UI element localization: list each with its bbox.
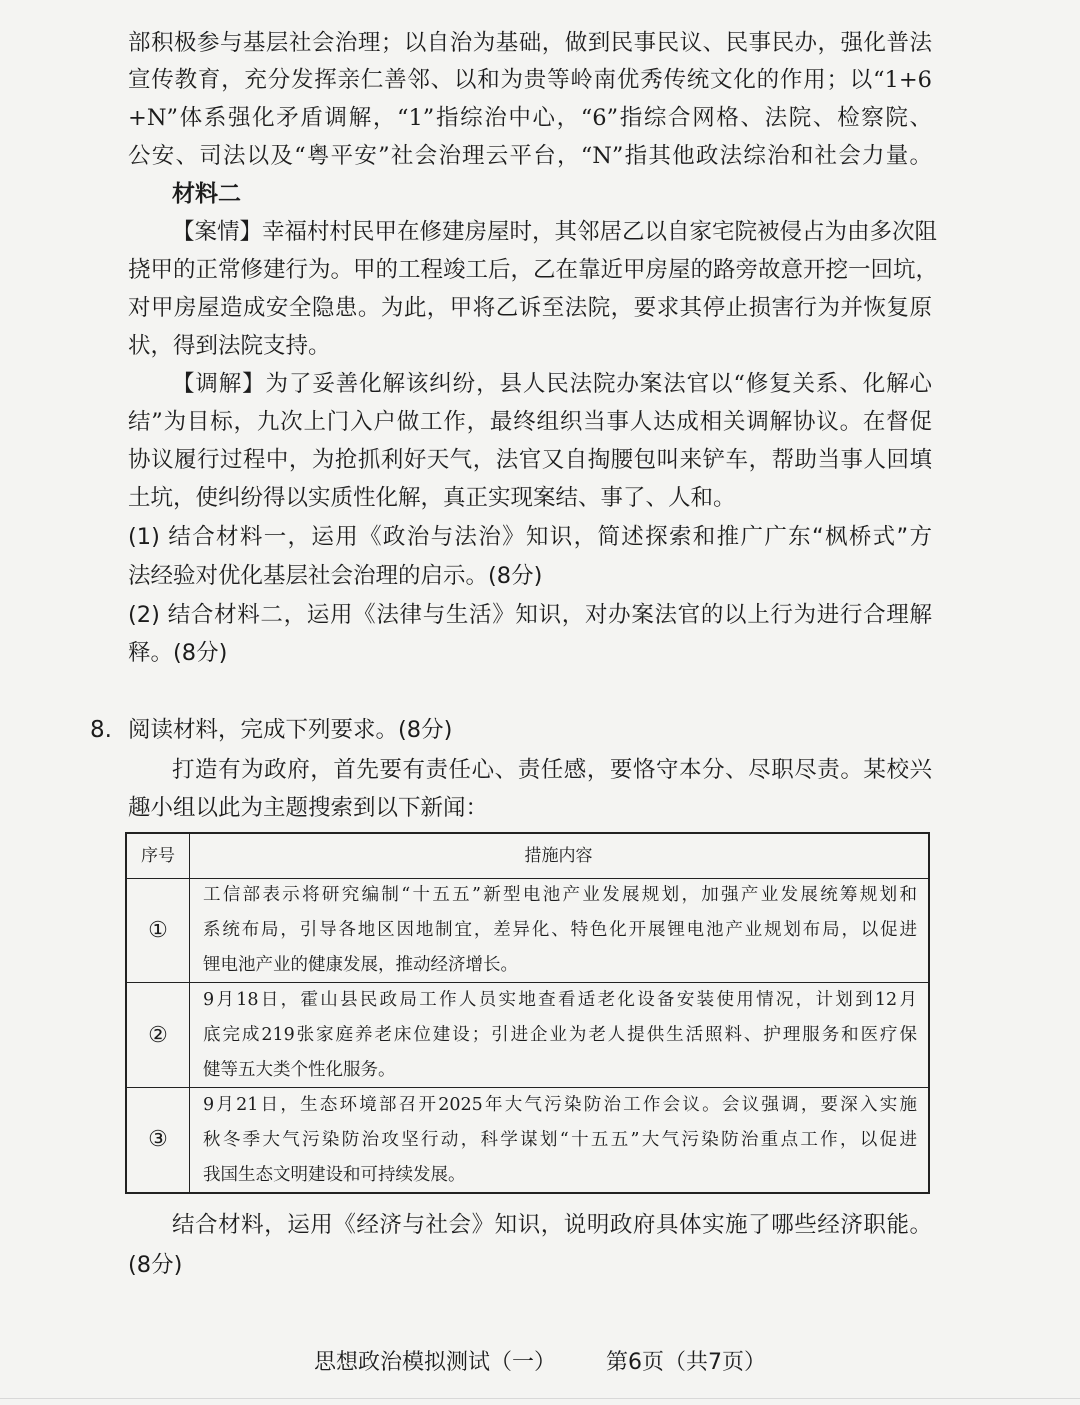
subquestion-1-line: 法经验对优化基层社会治理的启示。(8分) — [128, 563, 543, 589]
subquestion-2-line: (2) 结合材料二，运用《法律与生活》知识，对办案法官的以上行为进行合理解 — [128, 602, 932, 628]
cell-line: 工信部表示将研究编制“十五五”新型电池产业发展规划，加强产业发展统筹规划和 — [203, 885, 917, 905]
row-number: ③ — [148, 1127, 168, 1152]
mediation-line: 协议履行过程中，为抢抓利好天气，法官又自掏腰包叫来铲车，帮助当事人回填 — [128, 447, 932, 473]
cell-line: 底完成219张家庭养老床位建设；引进企业为老人提供生活照料、护理服务和医疗保 — [203, 1025, 917, 1045]
material1-line: 部积极参与基层社会治理；以自治为基础，做到民事民议、民事民办，强化普法 — [128, 30, 932, 56]
mediation-line: 土坑，使纠纷得以实质性化解，真正实现案结、事了、人和。 — [128, 485, 736, 511]
row-number: ① — [148, 918, 168, 943]
q8-question-line: 结合材料，运用《经济与社会》知识，说明政府具体实施了哪些经济职能。 — [172, 1212, 932, 1238]
material1-line: 公安、司法以及“粤平安”社会治理云平台，“N”指其他政法综治和社会力量。 — [128, 143, 932, 169]
material1-line: +N”体系强化矛盾调解，“1”指综治中心，“6”指综合网格、法院、检察院、 — [128, 105, 932, 131]
row-content — [203, 878, 917, 983]
table-row — [127, 878, 928, 983]
q8-question-line: (8分) — [128, 1252, 183, 1278]
cell-line: 9月18日，霍山县民政局工作人员实地查看适老化设备安装使用情况，计划到12月 — [203, 990, 917, 1010]
q8-intro-line: 打造有为政府，首先要有责任心、责任感，要恪守本分、尽职尽责。某校兴 — [172, 757, 932, 783]
cell-line: 秋冬季大气污染防治攻坚行动，科学谋划“十五五”大气污染防治重点工作，以促进 — [203, 1130, 917, 1150]
cell-line: 9月21日，生态环境部召开2025年大气污染防治工作会议。会议强调，要深入实施 — [203, 1095, 917, 1115]
row-content — [203, 1088, 917, 1193]
case-line: 对甲房屋造成安全隐患。为此，甲将乙诉至法院，要求其停止损害行为并恢复原 — [128, 295, 932, 321]
bottom-divider — [0, 1398, 1080, 1399]
question-number: 8. — [90, 717, 112, 743]
q8-intro-line: 趣小组以此为主题搜索到以下新闻： — [128, 795, 489, 821]
cell-line: 我国生态文明建设和可持续发展。 — [203, 1165, 466, 1185]
row-content — [203, 983, 917, 1088]
table-row — [127, 1088, 928, 1192]
case-line: 【案情】幸福村村民甲在修建房屋时，其邻居乙以自家宅院被侵占为由多次阻 — [172, 219, 938, 245]
cell-line: 锂电池产业的健康发展，推动经济增长。 — [203, 955, 518, 975]
mediation-line: 【调解】为了妥善化解该纠纷，县人民法院办案法官以“修复关系、化解心 — [172, 371, 932, 397]
subquestion-1-line: (1) 结合材料一，运用《政治与法治》知识，简述探索和推广广东“枫桥式”方 — [128, 524, 932, 550]
case-line: 挠甲的正常修建行为。甲的工程竣工后，乙在靠近甲房屋的路旁故意开挖一回坑， — [128, 257, 939, 283]
measures-table — [125, 832, 930, 1194]
subquestion-2-line: 释。(8分) — [128, 640, 228, 666]
case-line: 状，得到法院支持。 — [128, 333, 331, 359]
material1-line: 宣传教育，充分发挥亲仁善邻、以和为贵等岭南优秀传统文化的作用；以“1+6 — [128, 67, 932, 93]
page-footer — [0, 1345, 1080, 1381]
question-title: 阅读材料，完成下列要求。(8分) — [128, 717, 453, 743]
exam-title: 思想政治模拟测试（一） — [313, 1350, 556, 1375]
table-row — [127, 983, 928, 1088]
cell-line: 系统布局，引导各地区因地制宜，差异化、特色化开展锂电池产业规划布局，以促进 — [203, 920, 917, 940]
header-number: 序号 — [141, 846, 175, 866]
material2-heading: 材料二 — [172, 180, 241, 207]
mediation-line: 结”为目标，九次上门入户做工作，最终组织当事人达成相关调解协议。在督促 — [128, 409, 932, 435]
header-content: 措施内容 — [524, 846, 593, 866]
row-number: ② — [148, 1023, 168, 1048]
page-info: 第6页（共7页） — [606, 1350, 766, 1375]
cell-line: 健等五大类个性化服务。 — [203, 1060, 396, 1080]
table-header — [127, 834, 928, 879]
